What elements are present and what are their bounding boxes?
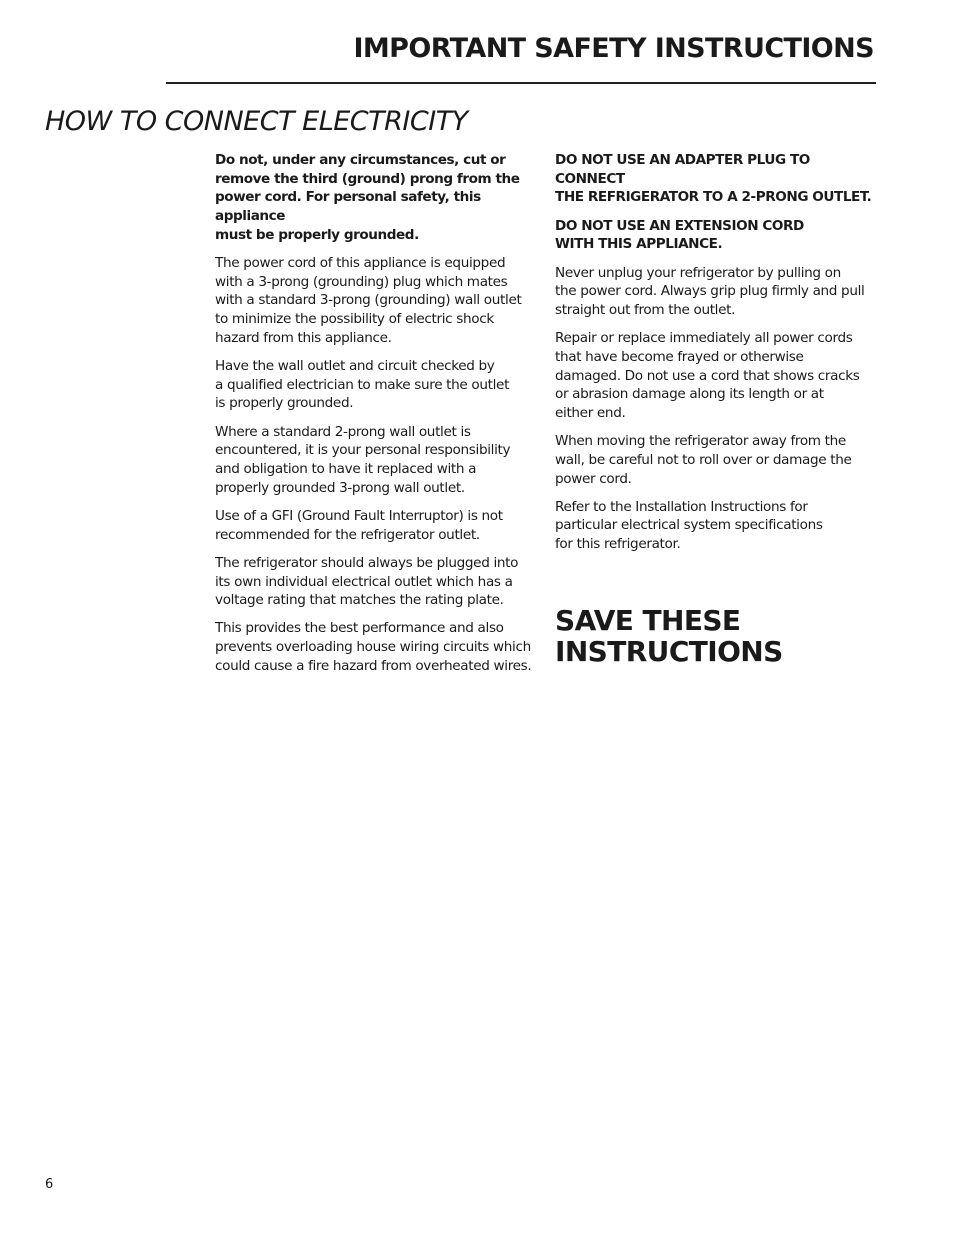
header-divider bbox=[166, 82, 876, 84]
body-paragraph-outlet-check: Have the wall outlet and circuit checked by a qualified electrician to make sure the outlet is properly grounded. bbox=[215, 358, 510, 412]
save-instructions-title: SAVE THESE INSTRUCTIONS bbox=[555, 603, 783, 668]
left-column bbox=[215, 151, 545, 685]
adapter-plug-warning: DO NOT USE AN ADAPTER PLUG TO CONNECT THE REFRIGERATOR TO A 2-PRONG OUTLET. bbox=[555, 152, 872, 206]
body-paragraph-power-cord: The power cord of this appliance is equipped with a 3-prong (grounding) plug which mates with a standard 3-prong (grounding) wall outlet to minimize the possibility of electric shock hazard from this appliance. bbox=[215, 255, 522, 346]
page-number: 6 bbox=[45, 1177, 54, 1192]
body-paragraph-2-prong-outlet: Where a standard 2-prong wall outlet is encountered, it is your personal responsibility and obligation to have it replaced with a properly grounded 3-prong wall outlet. bbox=[215, 423, 511, 496]
right-column bbox=[555, 151, 879, 667]
section-title: HOW TO CONNECT ELECTRICITY bbox=[45, 106, 468, 137]
body-paragraph-moving: When moving the refrigerator away from the wall, be careful not to roll over or damage the power cord. bbox=[555, 433, 852, 487]
body-paragraph-individual-outlet: The refrigerator should always be plugged into its own individual electrical outlet which has a voltage rating that matches the rating plate. bbox=[215, 554, 519, 609]
body-paragraph-unplug: Never unplug your refrigerator by pulling on the power cord. Always grip plug firmly and pull straight out from the outlet. bbox=[555, 264, 865, 318]
extension-cord-warning: DO NOT USE AN EXTENSION CORD WITH THIS APPLIANCE. bbox=[555, 217, 804, 253]
body-paragraph-performance: This provides the best performance and also prevents overloading house wiring circuits which could cause a fire hazard from overheated wires. bbox=[215, 620, 532, 674]
body-paragraph-installation: Refer to the Installation Instructions for particular electrical system specifications for this refrigerator. bbox=[555, 498, 823, 553]
page-header-title: IMPORTANT SAFETY INSTRUCTIONS bbox=[353, 33, 874, 64]
grounding-warning: Do not, under any circumstances, cut or remove the third (ground) prong from the power cord. For personal safety, this appliance must be properly grounded. bbox=[215, 152, 520, 243]
body-paragraph-gfi: Use of a GFI (Ground Fault Interruptor) is not recommended for the refrigerator outlet. bbox=[215, 507, 503, 543]
body-paragraph-repair-cords: Repair or replace immediately all power cords that have become frayed or otherwise damaged. Do not use a cord that shows cracks or abrasion damage along its length or at either end. bbox=[555, 330, 860, 421]
